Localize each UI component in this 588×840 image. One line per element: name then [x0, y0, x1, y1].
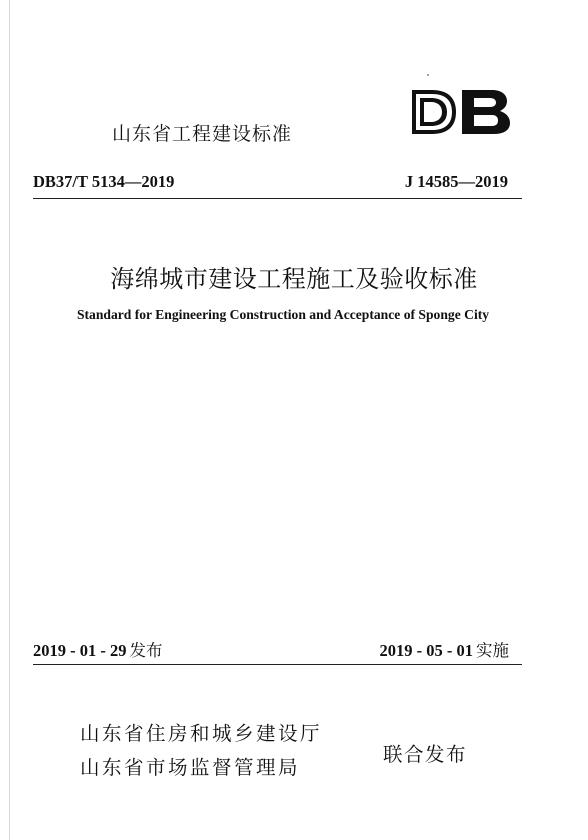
- issuer-housing-department: 山东省住房和城乡建设厅: [80, 722, 323, 745]
- issue-date-value: 2019 - 01 - 29: [33, 641, 127, 660]
- implement-date-label: 实施: [476, 641, 509, 660]
- implement-date: [380, 637, 510, 661]
- title-chinese: 海绵城市建设工程施工及验收标准: [110, 265, 478, 293]
- bottom-divider: [33, 664, 522, 665]
- standard-number: DB37/T 5134—2019: [33, 172, 175, 191]
- issue-date: [33, 637, 163, 661]
- title-english: Standard for Engineering Construction and Acceptance of Sponge City: [76, 307, 490, 322]
- print-speck: [427, 74, 429, 76]
- record-number: J 14585—2019: [404, 172, 508, 191]
- issue-date-label: 发布: [129, 641, 163, 660]
- provincial-standard-label: 山东省工程建设标准: [112, 123, 293, 145]
- page-edge-line: [9, 0, 10, 840]
- issuer-market-regulation: 山东省市场监督管理局: [80, 756, 301, 779]
- issuing-authorities: [80, 717, 322, 785]
- joint-release-label: 联合发布: [383, 743, 468, 766]
- implement-date-value: 2019 - 05 - 01: [379, 641, 473, 660]
- db-logo-icon: [410, 88, 512, 136]
- top-divider: [33, 198, 522, 199]
